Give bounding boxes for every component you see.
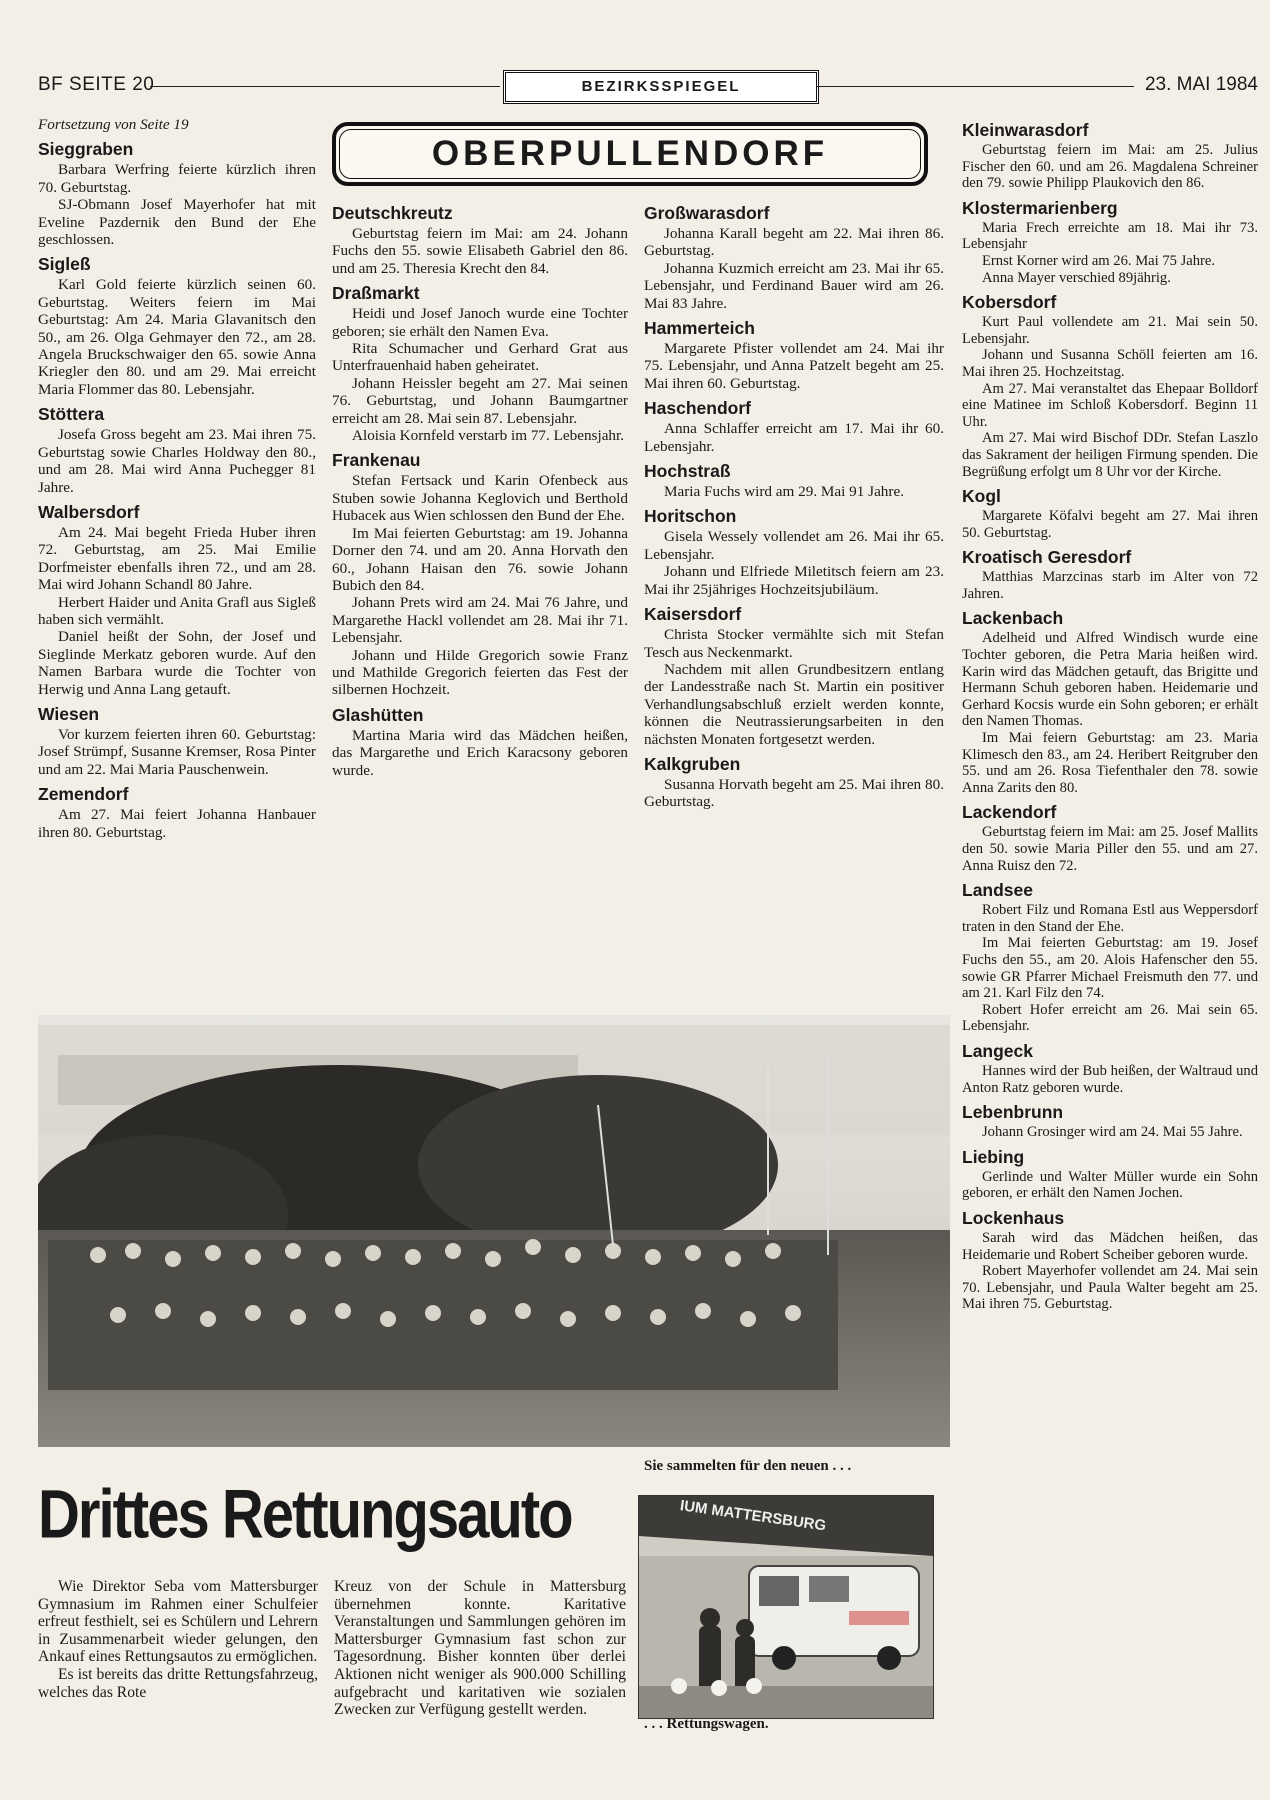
heading: Draßmarkt [332, 283, 420, 304]
page-header [38, 72, 1258, 100]
paragraph: Johann Prets wird am 24. Mai 76 Jahre, und Margarethe Hackl vollendet am 28. Mai ihr 71. Lebensjahr. [332, 594, 628, 647]
paragraph: Karl Gold feierte kürzlich seinen 60. Geburtstag. Weiters feiern im Mai Geburtstag: Am 24. Maria Glavanitsch den 50., am 26. Olga Gehmayer den 72., am 28. Angela Bruckschwaiger den 65. sowie Anna Kriegler den 80. und am 29. Mai erreicht Maria Flommer das 80. Lebensjahr. [38, 276, 316, 398]
heading: Liebing [962, 1146, 1025, 1167]
district-title: OBERPULLENDORF [332, 122, 928, 186]
heading: Lebenbrunn [962, 1102, 1064, 1123]
paragraph: Kreuz von der Schule in Mattersburg übernehmen konnte. Karitative Veranstaltungen und Sammlungen gehören im Mattersburger Gymnasium fast schon zur Tagesordnung. Bisher konnten über derlei Aktionen nicht weniger als 900.000 Schilling aufgebracht und karitativen wie sozialen Zwecken zur Verfügung gestellt werden. [334, 1578, 626, 1719]
paragraph: Robert Filz und Romana Estl aus Weppersdorf traten in den Stand der Ehe. [962, 902, 1258, 935]
paragraph: Am 27. Mai wird Bischof DDr. Stefan Laszlo das Sakrament der heiligen Firmung spenden. Die Begrüßung erfolgt um 8 Uhr vor der Kirche. [962, 430, 1258, 480]
heading: Zemendorf [38, 784, 129, 805]
paragraph: Gisela Wessely vollendet am 26. Mai ihr 65. Lebensjahr. [644, 528, 944, 563]
heading: Sigleß [38, 254, 91, 275]
paragraph: Christa Stocker vermählte sich mit Stefan Tesch aus Neckenmarkt. [644, 626, 944, 661]
paragraph: Johanna Kuzmich erreicht am 23. Mai ihr 65. Lebensjahr, und Ferdinand Bauer wird am 26. Mai 83 Jahre. [644, 259, 944, 312]
column-1 [38, 116, 316, 841]
article-headline: Drittes Rettungsauto [38, 1476, 572, 1553]
paragraph: Stefan Fertsack und Karin Ofenbeck aus Stuben sowie Johanna Keglovich und Berthold Hubacek aus Wien schlossen den Bund der Ehe. [332, 472, 628, 525]
heading: Kalkgruben [644, 753, 741, 774]
paragraph: Robert Mayerhofer vollendet am 24. Mai sein 70. Lebensjahr, und Paula Walter begeht am 25. Mai ihren 75. Geburtstag. [962, 1263, 1258, 1313]
paragraph: Maria Fuchs wird am 29. Mai 91 Jahre. [664, 483, 904, 501]
column-2 [332, 197, 628, 779]
paragraph: Herbert Haider und Anita Grafl aus Sigleß haben sich vermählt. [38, 593, 316, 628]
heading: Frankenau [332, 450, 421, 471]
heading: Haschendorf [644, 398, 751, 419]
heading: Deutschkreutz [332, 203, 453, 223]
column-4 [962, 114, 1258, 1313]
heading: Kleinwarasdorf [962, 120, 1089, 140]
header-rule-left [150, 86, 500, 87]
heading: Klostermarienberg [962, 197, 1118, 218]
heading: Kobersdorf [962, 292, 1057, 313]
heading: Lackendorf [962, 802, 1057, 823]
paragraph: Hannes wird der Bub heißen, der Waltraud und Anton Ratz geboren wurde. [962, 1062, 1258, 1096]
paragraph: Am 27. Mai feiert Johanna Hanbauer ihren 80. Geburtstag. [38, 806, 316, 841]
paragraph: Maria Frech erreichte am 18. Mai ihr 73. Lebensjahr [962, 219, 1258, 253]
paragraph: Am 27. Mai veranstaltet das Ehepaar Bolldorf eine Matinee im Schloß Kobersdorf. Beginn 11 Uhr. [962, 380, 1258, 430]
heading: Kogl [962, 486, 1001, 507]
ambulance-photo [638, 1495, 934, 1719]
heading: Stöttera [38, 404, 105, 425]
heading: Glashütten [332, 704, 424, 725]
paragraph: Johann und Susanna Schöll feierten am 16. Mai ihren 25. Hochzeitstag. [962, 347, 1258, 380]
group-photo [38, 1015, 950, 1447]
paragraph: Margarete Pfister vollendet am 24. Mai ihr 75. Lebensjahr, und Anna Patzelt begeht am 25. Mai ihren 60. Geburtstag. [644, 340, 944, 392]
heading: Lockenhaus [962, 1207, 1065, 1228]
paragraph: Gerlinde und Walter Müller wurde ein Sohn geboren, er erhält den Namen Jochen. [962, 1168, 1258, 1202]
paragraph: Barbara Werfring feierte kürzlich ihren 70. Geburtstag. [38, 161, 316, 196]
paragraph: Johann und Elfriede Miletitsch feiern am 23. Mai ihr 25jähriges Hochzeitsjubiläum. [644, 563, 944, 598]
heading: Walbersdorf [38, 501, 140, 522]
heading: Wiesen [38, 703, 100, 724]
heading: Horitschon [644, 506, 737, 527]
paragraph: Nachdem mit allen Grundbesitzern entlang der Landesstraße nach St. Martin ein positiver Verhandlungsabschluß erzielt werden konnte, können die Neutrassierungsarbeiten in den nächsten Monaten fortgesetzt werden. [644, 660, 944, 748]
article-column-2 [334, 1578, 626, 1719]
paragraph: Im Mai feierten Geburtstag: am 19. Josef Fuchs den 55., am 20. Alois Hafenscher den 55. sowie GR Pfarrer Michael Freismuth den 77. und am 21. Karl Filz den 74. [962, 935, 1258, 1002]
page-number: BF SEITE 20 [38, 74, 155, 95]
paragraph: Anna Mayer verschied 89jährig. [982, 269, 1171, 286]
header-rule-right [816, 86, 1134, 87]
heading: Kroatisch Geresdorf [962, 547, 1132, 568]
group-photo-graphic [38, 1015, 950, 1447]
paragraph: Kurt Paul vollendete am 21. Mai sein 50. Lebensjahr. [962, 314, 1258, 347]
paragraph: Am 24. Mai begeht Frieda Huber ihren 72. Geburtstag, am 25. Mai Emilie Dorfmeister ebenfalls ihren 72., und am 28. Mai wird Johann Schandl 80 Jahre. [38, 523, 316, 594]
paragraph: Margarete Köfalvi begeht am 27. Mai ihren 50. Geburtstag. [962, 508, 1258, 541]
paragraph: Wie Direktor Seba vom Mattersburger Gymnasium im Rahmen einer Schulfeier erfreut festhielt, sei es Schülern und Lehrern in Zusammenarbeit wieder gelungen, den Ankauf eines Rettungsautos zu ermöglichen. [38, 1578, 318, 1666]
paragraph: Daniel heißt der Sohn, der Josef und Sieglinde Merkatz geboren wurde. Auf den Namen Barbara wurde die Tochter von Herwig und Anna Lang getauft. [38, 628, 316, 698]
paragraph: Aloisia Kornfeld verstarb im 77. Lebensjahr. [352, 427, 625, 445]
continuation-note: Fortsetzung von Seite 19 [38, 116, 189, 133]
paragraph: Adelheid und Alfred Windisch wurde eine Tochter geboren, die Petra Maria heißen wird. Karin wird das Mädchen getauft, das Brigitte und Hermann Schuh geboren haben. Heidemarie und Gerhard Kocsis wurde ein Sohn geboren; er erhält den Namen Thomas. [962, 630, 1258, 730]
paragraph: Josefa Gross begeht am 23. Mai ihren 75. Geburtstag sowie Charles Holdway den 80., und am 28. Mai wird Anna Puchegger 81 Jahre. [38, 426, 316, 496]
heading: Landsee [962, 880, 1033, 901]
photo-caption-bottom: . . . Rettungswagen. [644, 1716, 769, 1732]
heading: Hochstraß [644, 461, 731, 482]
paragraph: Vor kurzem feierten ihren 60. Geburtstag: Josef Strümpf, Susanne Kremser, Rosa Pinter und am 22. Mai Maria Pauschenwein. [38, 725, 316, 778]
heading: Langeck [962, 1040, 1033, 1061]
paragraph: Geburtstag feiern im Mai: am 24. Johann Fuchs den 55. sowie Elisabeth Gabriel den 86. und am 25. Theresia Krecht den 84. [332, 225, 628, 277]
paragraph: Martina Maria wird das Mädchen heißen, das Margarethe und Erich Karacsony geboren wurde. [332, 726, 628, 779]
paragraph: Susanna Horvath begeht am 25. Mai ihren 80. Geburtstag. [644, 775, 944, 811]
heading: Großwarasdorf [644, 203, 770, 223]
paragraph: Geburtstag feiern im Mai: am 25. Julius Fischer den 60. und am 26. Magdalena Schreiner den 79. sowie Philipp Plaukovich den 86. [962, 142, 1258, 192]
paragraph: Ernst Korner wird am 26. Mai 75 Jahre. [982, 252, 1216, 269]
column-3 [644, 197, 944, 811]
heading: Sieggraben [38, 139, 134, 160]
paragraph: Im Mai feierten Geburtstag: am 19. Johanna Dorner den 74. und am 20. Anna Horvath den 60., Johann Haisan den 76. sowie Johann Bubich den 84. [332, 524, 628, 594]
paragraph: Matthias Marzcinas starb im Alter von 72 Jahren. [962, 569, 1258, 602]
paragraph: Sarah wird das Mädchen heißen, das Heidemarie und Robert Scheiber geboren wurde. [962, 1229, 1258, 1263]
paragraph: Johann Heissler begeht am 27. Mai seinen 76. Geburtstag, und Johann Baumgartner erreicht am 28. Mai sein 87. Lebensjahr. [332, 374, 628, 427]
paragraph: Geburtstag feiern im Mai: am 25. Josef Mallits den 50. sowie Maria Piller den 55. und am 27. Anna Ruisz den 72. [962, 824, 1258, 874]
paragraph: Im Mai feiern Geburtstag: am 23. Maria Klimesch den 83., am 24. Heribert Reitgruber den 55. und am 26. Rosa Tiefenthaler den 78. sowie Anna Zarits den 80. [962, 730, 1258, 796]
building-sign: IUM MATTERSBURG [678, 1497, 828, 1535]
paragraph: Es ist bereits das dritte Rettungsfahrzeug, welches das Rote [38, 1665, 318, 1701]
paragraph: Heidi und Josef Janoch wurde eine Tochter geboren; sie erhält den Namen Eva. [332, 305, 628, 340]
paragraph: Johanna Karall begeht am 22. Mai ihren 86. Geburtstag. [644, 225, 944, 260]
paragraph: Anna Schlaffer erreicht am 17. Mai ihr 60. Lebensjahr. [644, 420, 944, 455]
paragraph: Johann und Hilde Gregorich sowie Franz und Mathilde Gregorich feierten das Fest der silbernen Hochzeit. [332, 646, 628, 699]
section-label: BEZIRKSSPIEGEL [503, 70, 819, 104]
heading: Kaisersdorf [644, 604, 742, 625]
paragraph: Johann Grosinger wird am 24. Mai 55 Jahre. [982, 1124, 1243, 1141]
photo-caption-top: Sie sammelten für den neuen . . . [644, 1458, 852, 1474]
heading: Hammerteich [644, 318, 755, 339]
article-column-1 [38, 1578, 318, 1701]
heading: Lackenbach [962, 608, 1064, 629]
issue-date: 23. MAI 1984 [1144, 74, 1258, 95]
paragraph: Rita Schumacher und Gerhard Grat aus Unterfrauenhaid haben geheiratet. [332, 340, 628, 375]
paragraph: Robert Hofer erreicht am 26. Mai sein 65. Lebensjahr. [962, 1001, 1258, 1035]
paragraph: SJ-Obmann Josef Mayerhofer hat mit Eveline Pazdernik den Bund der Ehe geschlossen. [38, 196, 316, 249]
ambulance-photo-graphic [639, 1496, 933, 1718]
